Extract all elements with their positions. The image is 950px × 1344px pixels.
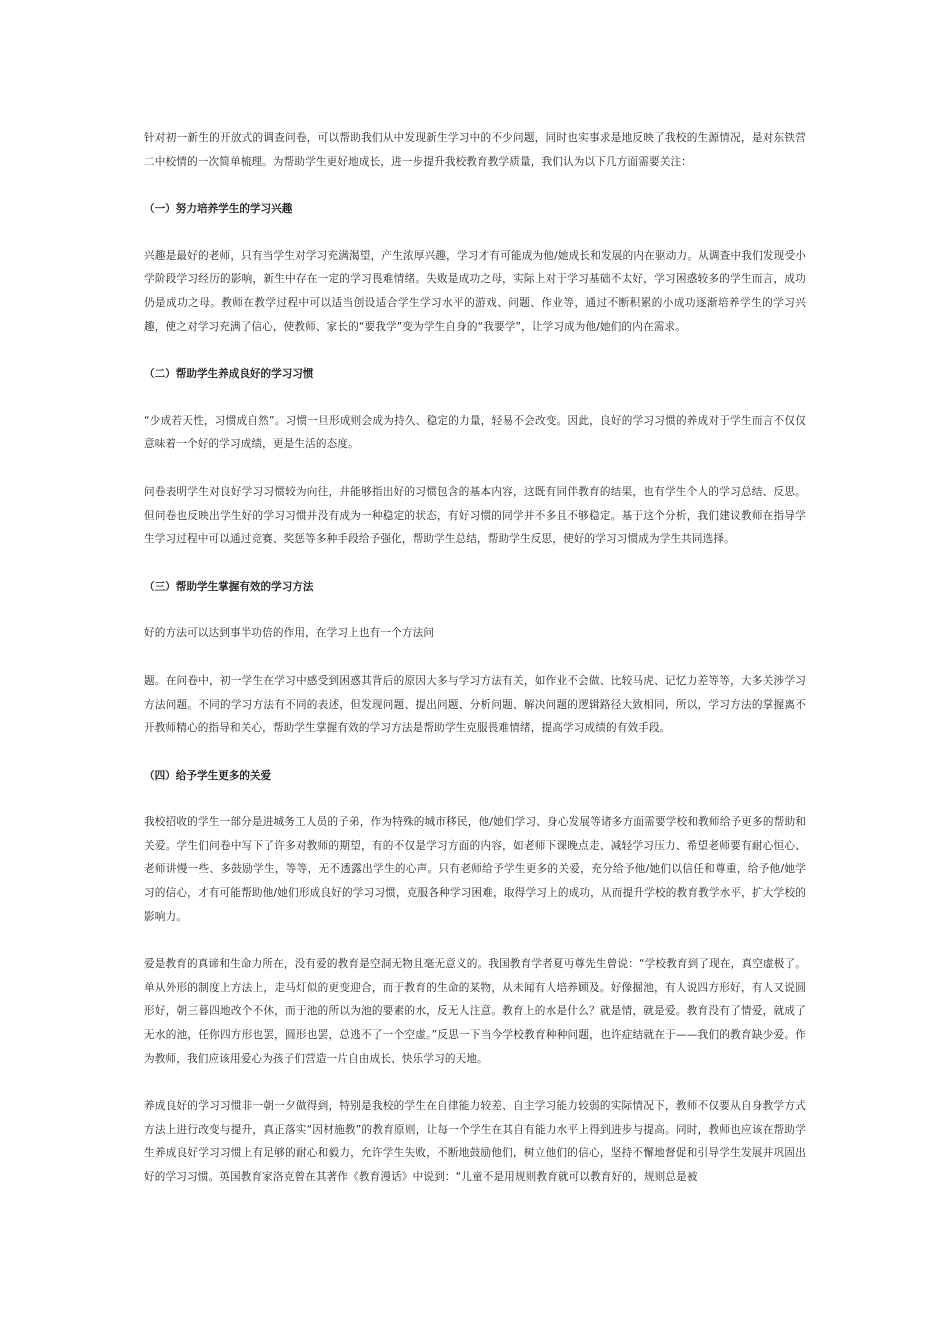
section-4-paragraph-1: 我校招收的学生一部分是进城务工人员的子弟，作为特殊的城市移民，他/她们学习、身心发展等诸多方面需要学校和教师给予更多的帮助和关爱。学生们问卷中写下了许多对教师的期望，有的不仅是学习方面的内容，如老师下课晚点走、减轻学习压力、希望老师要有耐心恒心、老师讲慢一些、多鼓励学生，等等，无不透露出学生的心声。只有老师给予学生更多的关爱，充分给予他/她们以信任和尊重，给予他/她学习的信心，才有可能帮助他/她们形成良好的学习习惯，克服各种学习困难，取得学习上的成功，从而提升学校的教育教学水平，扩大学校的影响力。 — [144, 816, 806, 923]
section-4-heading: （四）给予学生更多的关爱 — [144, 769, 272, 782]
section-3-paragraph-2: 题。在问卷中，初一学生在学习中感受到困惑其背后的原因大多与学习方法有关，如作业不会做、比较马虎、记忆力差等等，大多关涉学习方法问题。不同的学习方法有不同的表述，但发现问题、提出问题、分析问题、解决问题的逻辑路径大致相同，所以，学习方法的掌握离不开教师精心的指导和关心，帮助学生掌握有效的学习方法是帮助学生克服畏难情绪，提高学习成绩的有效手段。 — [144, 674, 806, 735]
section-3-heading: （三）帮助学生掌握有效的学习方法 — [144, 580, 314, 593]
section-2-heading: （二）帮助学生养成良好的学习习惯 — [144, 368, 314, 381]
section-1 — [144, 198, 806, 339]
section-2-paragraph-1: “少成若天性，习惯成自然”。习惯一旦形成则会成为持久、稳定的力量，轻易不会改变。因此，良好的学习习惯的养成对于学生而言不仅仅意味着一个好的学习成绩，更是生活的态度。 — [144, 414, 806, 451]
section-1-heading: （一）努力培养学生的学习兴趣 — [144, 203, 293, 216]
intro-paragraph: 针对初一新生的开放式的调查问卷，可以帮助我们从中发现新生学习中的不少问题，同时也实事求是地反映了我校的生源情况，是对东铁营二中校情的一次简单梳理。为帮助学生更好地成长，进一步提升我校教育教学质量，我们认为以下几方面需要关注： — [144, 132, 806, 168]
section-3-paragraph-1: 好的方法可以达到事半功倍的作用，在学习上也有一个方法问 — [144, 627, 435, 640]
section-2-paragraph-2: 问卷表明学生对良好学习习惯较为向往，并能够指出好的习惯包含的基本内容，这既有同伴教育的结果，也有学生个人的学习总结、反思。但问卷也反映出学生好的学习习惯并没有成为一种稳定的状态，有好习惯的同学并不多且不够稳定。基于这个分析，我们建议教师在指导学生学习过程中可以通过竞赛、奖惩等多种手段给予强化，帮助学生总结，帮助学生反思，使好的学习习惯成为学生共同选择。 — [144, 485, 806, 546]
section-2 — [144, 363, 806, 552]
section-4 — [144, 765, 806, 1190]
section-4-paragraph-3: 养成良好的学习习惯非一朝一夕做得到，特别是我校的学生在自律能力较差、自主学习能力较弱的实际情况下，教师不仅要从自身教学方式方法上进行改变与提升，真正落实“因材施教”的教育原则，让每一个学生在其自有能力水平上得到进步与提高。同时，教师也应该在帮助学生养成良好学习习惯上有足够的耐心和毅力，允许学生失败，不断地鼓励他们，树立他们的信心，坚持不懈地督促和引导学生发展并巩固出好的学习习惯。英国教育家洛克曾在其著作《教育漫话》中说到：“儿童不是用规则教育就可以教育好的，规则总是被 — [144, 1100, 806, 1183]
section-1-paragraph-1: 兴趣是最好的老师，只有当学生对学习充满渴望，产生浓厚兴趣，学习才有可能成为他/她成长和发展的内在驱动力。从调查中我们发现受小学阶段学习经历的影响，新生中存在一定的学习畏难情绪。失败是成功之母，实际上对于学习基础不太好，学习困惑较多的学生而言，成功仍是成功之母。教师在教学过程中可以适当创设适合学生学习水平的游戏、问题、作业等，通过不断积累的小成功逐渐培养学生的学习兴趣，使之对学习充满了信心，使教师、家长的“要我学”变为学生自身的“我要学”，让学习成为他/她们的内在需求。 — [144, 249, 806, 333]
document-page — [144, 127, 806, 1214]
section-4-paragraph-2: 爱是教育的真谛和生命力所在，没有爱的教育是空洞无物且毫无意义的。我国教育学者夏丏尊先生曾说：“学校教育到了现在，真空虚极了。单从外形的制度上方法上，走马灯似的更变迎合，而于教育的生命的某物，从未闻有人培养顾及。好像掘池，有人说四方形好，有人又说圆形好，朝三暮四地改个不休，而于池的所以为池的要素的水，反无人注意。教育上的水是什么？就是情，就是爱。教育没有了情爱，就成了无水的池，任你四方形也罢，圆形也罢，总逃不了一个空虚。”反思一下当今学校教育种种问题，也许症结就在于——我们的教育缺少爱。作为教师，我们应该用爱心为孩子们营造一片自由成长、快乐学习的天地。 — [144, 958, 806, 1065]
section-3 — [144, 576, 806, 741]
